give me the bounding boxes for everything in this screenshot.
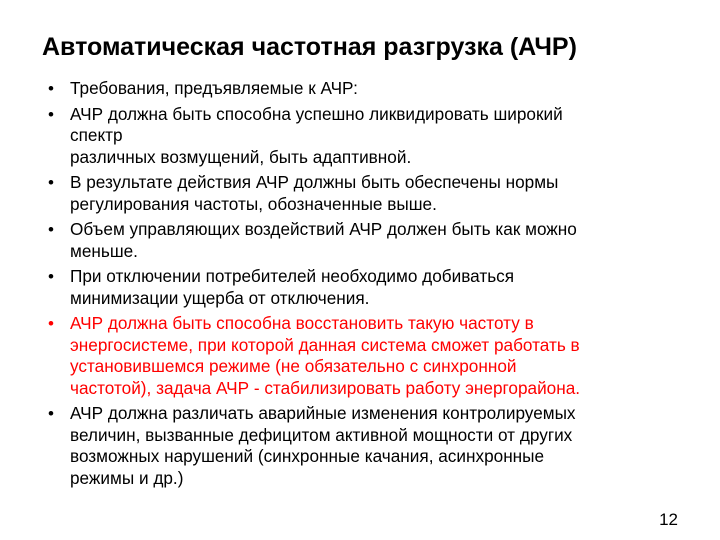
bullet-line: установившемся режиме (не обязательно с синхронной [70,356,517,376]
bullet-marker: • [48,404,54,423]
bullet-line: В результате действия АЧР должны быть обеспечены нормы [70,172,559,192]
bullet-item [48,78,668,100]
bullet-item [48,266,668,309]
bullet-line: меньше. [70,240,138,261]
bullet-item-highlighted [48,313,668,399]
bullet-line: энергосистеме, при которой данная система сможет работать в [70,334,580,355]
bullet-marker: • [48,173,54,192]
bullet-item [48,172,668,215]
bullet-line: АЧР должна быть способна восстановить такую частоту в [70,313,534,333]
bullet-line: режимы и др.) [70,467,184,488]
bullet-line: Объем управляющих воздействий АЧР должен быть как можно [70,219,577,239]
bullet-line: минимизации ущерба от отключения. [70,287,370,308]
bullet-line: спектр [70,125,123,145]
bullet-line: АЧР должна различать аварийные изменения контролируемых [70,403,576,423]
bullet-marker: • [48,220,54,239]
bullet-marker: • [48,314,54,333]
bullet-line: При отключении потребителей необходимо добиваться [70,266,515,286]
bullet-line: АЧР должна быть способна успешно ликвидировать широкий [70,103,563,124]
bullet-line: величин, вызванные дефицитом активной мощности от других [70,424,573,445]
bullet-marker: • [48,79,54,98]
bullet-marker: • [48,267,54,286]
bullet-list [48,78,668,493]
bullet-line: Требования, предъявляемые к АЧР: [70,78,358,98]
bullet-item [48,219,668,262]
bullet-line: различных возмущений, быть адаптивной. [70,146,412,167]
bullet-line: регулирования частоты, обозначенные выше. [70,193,437,214]
bullet-line: возможных нарушений (синхронные качания, асинхронные [70,446,545,466]
bullet-item [48,403,668,489]
bullet-item [48,104,668,169]
bullet-marker: • [48,104,54,124]
page-number: 12 [659,510,678,529]
bullet-line: частотой), задача АЧР - стабилизировать работу энергорайона. [70,377,581,398]
slide-title: Автоматическая частотная разгрузка (АЧР) [42,33,577,61]
